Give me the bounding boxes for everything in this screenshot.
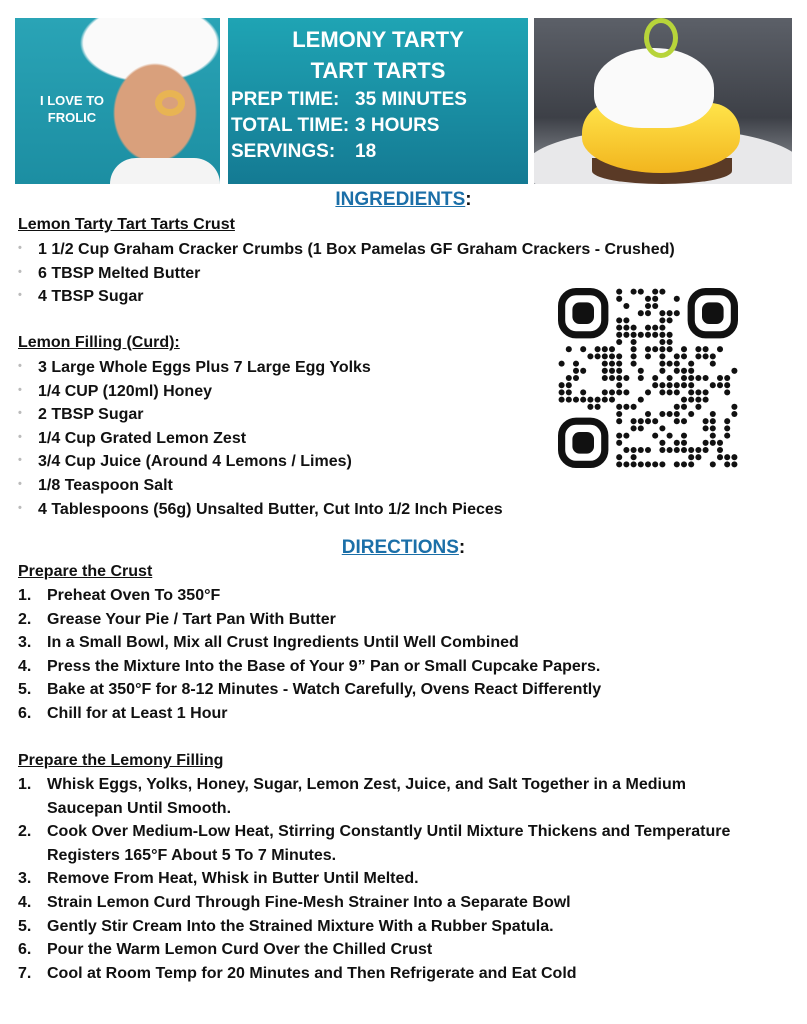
qr-module xyxy=(652,433,658,439)
recipe-title-line2: TART TARTS xyxy=(310,58,446,83)
qr-module xyxy=(631,361,637,367)
list-item: • 3 Large Whole Eggs Plus 7 Large Egg Yolks xyxy=(18,359,371,377)
qr-module xyxy=(616,461,622,467)
directions-heading: DIRECTIONS: xyxy=(341,537,466,558)
list-item: • 1/4 Cup Grated Lemon Zest xyxy=(18,429,247,447)
qr-module xyxy=(674,418,680,424)
qr-module xyxy=(580,397,586,403)
qr-module xyxy=(681,440,687,446)
qr-module xyxy=(717,447,723,453)
qr-module xyxy=(616,353,622,359)
qr-module xyxy=(587,353,593,359)
qr-module xyxy=(667,389,673,395)
qr-module xyxy=(703,425,709,431)
qr-module xyxy=(616,433,622,439)
qr-module xyxy=(573,361,579,367)
qr-module xyxy=(631,353,637,359)
filling-steps-list xyxy=(18,773,758,985)
qr-module xyxy=(623,303,629,309)
qr-module xyxy=(566,346,572,352)
qr-module xyxy=(616,332,622,338)
list-item: 1. Whisk Eggs, Yolks, Honey, Sugar, Lemon Zest, Juice, and Salt Together in a Medium Saucepan Until Smooth. xyxy=(18,776,686,817)
qr-module xyxy=(688,447,694,453)
qr-module xyxy=(652,296,658,302)
chef-photo xyxy=(15,18,220,184)
list-item: 2. Cook Over Medium-Low Heat, Stirring Constantly Until Mixture Thickens and Temperature Registers 165°F About 5 To 7 Minutes. xyxy=(18,823,731,864)
list-item: • 4 Tablespoons (56g) Unsalted Butter, Cut Into 1/2 Inch Pieces xyxy=(18,500,503,518)
servings xyxy=(231,141,377,163)
qr-module xyxy=(674,440,680,446)
qr-module xyxy=(559,382,565,388)
list-item: 2. Grease Your Pie / Tart Pan With Butter xyxy=(18,610,336,628)
qr-module xyxy=(638,332,644,338)
prep-time-value: 35 MINUTES xyxy=(355,89,467,110)
qr-module xyxy=(616,454,622,460)
qr-module xyxy=(724,418,730,424)
qr-module xyxy=(616,368,622,374)
list-item: 6. Pour the Warm Lemon Curd Over the Chilled Crust xyxy=(18,941,433,959)
qr-module xyxy=(731,368,737,374)
qr-module xyxy=(631,418,637,424)
list-item: • 1/4 CUP (120ml) Honey xyxy=(18,382,212,400)
qr-module xyxy=(645,310,651,316)
qr-module xyxy=(710,440,716,446)
qr-module xyxy=(638,368,644,374)
qr-module xyxy=(688,389,694,395)
qr-module xyxy=(616,361,622,367)
filling-ingredients-title: Lemon Filling (Curd): xyxy=(18,334,180,351)
qr-module xyxy=(609,361,615,367)
qr-module xyxy=(566,389,572,395)
qr-module xyxy=(724,375,730,381)
qr-module xyxy=(652,418,658,424)
qr-module xyxy=(645,296,651,302)
qr-module xyxy=(667,447,673,453)
qr-module xyxy=(731,461,737,467)
qr-module xyxy=(724,433,730,439)
qr-module xyxy=(688,375,694,381)
qr-module xyxy=(688,461,694,467)
qr-module xyxy=(674,353,680,359)
qr-module xyxy=(681,447,687,453)
qr-module xyxy=(645,325,651,331)
qr-module xyxy=(674,411,680,417)
qr-module xyxy=(688,397,694,403)
qr-module xyxy=(659,382,665,388)
qr-module xyxy=(674,310,680,316)
qr-module xyxy=(616,325,622,331)
qr-module xyxy=(674,361,680,367)
qr-module xyxy=(580,389,586,395)
qr-module xyxy=(659,339,665,345)
qr-module xyxy=(717,375,723,381)
qr-module xyxy=(710,418,716,424)
qr-module xyxy=(688,382,694,388)
qr-module xyxy=(659,440,665,446)
list-item: 4. Strain Lemon Curd Through Fine-Mesh Strainer Into a Separate Bowl xyxy=(18,893,571,911)
qr-module xyxy=(667,375,673,381)
qr-module xyxy=(681,375,687,381)
qr-module xyxy=(688,368,694,374)
qr-module xyxy=(659,332,665,338)
qr-module xyxy=(623,389,629,395)
list-item: 3. In a Small Bowl, Mix all Crust Ingredients Until Well Combined xyxy=(18,634,519,652)
qr-module xyxy=(681,346,687,352)
qr-module xyxy=(659,425,665,431)
qr-module xyxy=(616,389,622,395)
qr-module xyxy=(631,289,637,295)
qr-module xyxy=(566,382,572,388)
servings-label: SERVINGS: xyxy=(231,141,336,162)
qr-module xyxy=(674,461,680,467)
qr-module xyxy=(695,389,701,395)
list-item: • 2 TBSP Sugar xyxy=(18,406,144,424)
qr-module xyxy=(703,389,709,395)
qr-module xyxy=(580,368,586,374)
qr-module xyxy=(703,346,709,352)
qr-module xyxy=(645,461,651,467)
qr-module xyxy=(695,375,701,381)
qr-module xyxy=(638,289,644,295)
qr-module xyxy=(667,332,673,338)
qr-module xyxy=(609,346,615,352)
qr-module xyxy=(631,332,637,338)
qr-module xyxy=(724,454,730,460)
qr-module xyxy=(652,346,658,352)
qr-module xyxy=(703,375,709,381)
qr-module xyxy=(710,461,716,467)
qr-module xyxy=(609,397,615,403)
qr-module xyxy=(573,375,579,381)
qr-module xyxy=(681,404,687,410)
qr-module xyxy=(638,397,644,403)
qr-module xyxy=(659,389,665,395)
qr-module xyxy=(616,382,622,388)
qr-module xyxy=(695,397,701,403)
directions-heading-text: DIRECTIONS xyxy=(341,537,459,558)
qr-module xyxy=(566,397,572,403)
qr-module xyxy=(659,461,665,467)
qr-module xyxy=(616,418,622,424)
qr-module xyxy=(710,353,716,359)
qr-module xyxy=(580,346,586,352)
qr-module xyxy=(645,353,651,359)
photo-caption: I LOVE TO FROLIC xyxy=(39,93,105,125)
qr-module xyxy=(710,433,716,439)
qr-module xyxy=(609,368,615,374)
qr-module xyxy=(573,368,579,374)
qr-module xyxy=(688,361,694,367)
qr-module xyxy=(703,447,709,453)
lime-slice xyxy=(644,18,678,58)
qr-module xyxy=(659,361,665,367)
qr-module xyxy=(731,404,737,410)
qr-module xyxy=(595,353,601,359)
filling-directions-title: Prepare the Lemony Filling xyxy=(18,752,224,769)
qr-module xyxy=(631,404,637,410)
qr-module xyxy=(731,454,737,460)
qr-module xyxy=(724,461,730,467)
filling-ingredients-list xyxy=(18,356,503,521)
qr-module xyxy=(659,325,665,331)
qr-module xyxy=(717,454,723,460)
qr-module xyxy=(681,368,687,374)
qr-module xyxy=(645,303,651,309)
qr-module xyxy=(681,353,687,359)
chef-shirt xyxy=(110,158,220,184)
qr-module xyxy=(659,289,665,295)
qr-module xyxy=(659,447,665,453)
qr-module xyxy=(695,454,701,460)
total-time xyxy=(231,115,440,137)
qr-module xyxy=(710,411,716,417)
qr-module xyxy=(724,425,730,431)
qr-module xyxy=(717,382,723,388)
qr-module xyxy=(631,339,637,345)
list-item: • 3/4 Cup Juice (Around 4 Lemons / Limes) xyxy=(18,453,352,471)
ingredients-heading-text: INGREDIENTS xyxy=(335,189,466,210)
qr-module xyxy=(623,433,629,439)
qr-module xyxy=(638,418,644,424)
whipped-cream xyxy=(594,48,714,128)
list-item: 3. Remove From Heat, Whisk in Butter Until Melted. xyxy=(18,870,419,888)
qr-module xyxy=(616,404,622,410)
crust-directions-title: Prepare the Crust xyxy=(18,563,153,580)
qr-module xyxy=(595,404,601,410)
qr-module xyxy=(616,339,622,345)
qr-module xyxy=(623,325,629,331)
list-item: • 1 1/2 Cup Graham Cracker Crumbs (1 Box Pamelas GF Graham Crackers - Crushed) xyxy=(18,241,675,259)
qr-module xyxy=(616,296,622,302)
prep-time xyxy=(231,89,467,111)
qr-module xyxy=(659,317,665,323)
qr-module xyxy=(638,461,644,467)
qr-module xyxy=(595,397,601,403)
qr-module xyxy=(667,411,673,417)
qr-module xyxy=(667,361,673,367)
qr-module xyxy=(710,361,716,367)
list-item: 1. Preheat Oven To 350°F xyxy=(18,587,221,604)
qr-module xyxy=(695,447,701,453)
qr-module xyxy=(667,310,673,316)
qr-module xyxy=(703,440,709,446)
qr-module xyxy=(645,411,651,417)
qr-module xyxy=(703,418,709,424)
qr-module xyxy=(674,389,680,395)
qr-module xyxy=(724,389,730,395)
qr-module xyxy=(631,346,637,352)
qr-module xyxy=(631,454,637,460)
qr-module xyxy=(667,382,673,388)
qr-finder-inner xyxy=(572,302,594,324)
qr-module xyxy=(688,411,694,417)
qr-module xyxy=(703,353,709,359)
qr-module xyxy=(645,418,651,424)
tart-photo xyxy=(534,18,792,184)
qr-module xyxy=(559,389,565,395)
qr-module xyxy=(602,375,608,381)
qr-module xyxy=(659,411,665,417)
qr-module xyxy=(609,389,615,395)
qr-module xyxy=(681,418,687,424)
qr-module xyxy=(616,440,622,446)
title-banner xyxy=(228,18,528,184)
qr-module xyxy=(667,433,673,439)
qr-module xyxy=(587,397,593,403)
qr-module xyxy=(602,353,608,359)
list-item: 6. Chill for at Least 1 Hour xyxy=(18,704,228,722)
qr-module xyxy=(710,382,716,388)
qr-module xyxy=(623,461,629,467)
qr-module xyxy=(667,317,673,323)
qr-module xyxy=(623,375,629,381)
qr-module xyxy=(652,375,658,381)
list-item: 4. Press the Mixture Into the Base of Your 9” Pan or Small Cupcake Papers. xyxy=(18,657,601,675)
qr-module xyxy=(681,397,687,403)
qr-module xyxy=(710,425,716,431)
qr-module xyxy=(616,411,622,417)
total-time-label: TOTAL TIME: xyxy=(231,115,350,136)
qr-module xyxy=(659,310,665,316)
qr-module xyxy=(652,382,658,388)
qr-module xyxy=(616,375,622,381)
qr-module xyxy=(602,389,608,395)
qr-module xyxy=(667,346,673,352)
qr-module xyxy=(659,353,665,359)
qr-module xyxy=(566,375,572,381)
qr-module xyxy=(638,375,644,381)
qr-module xyxy=(631,425,637,431)
qr-finder-inner xyxy=(702,302,724,324)
qr-module xyxy=(652,332,658,338)
pasta-ring xyxy=(155,90,185,116)
ingredients-heading: INGREDIENTS: xyxy=(335,189,472,210)
qr-module xyxy=(674,447,680,453)
crust-ingredients-title: Lemon Tarty Tart Tarts Crust xyxy=(18,216,235,233)
qr-module xyxy=(674,404,680,410)
qr-module xyxy=(623,332,629,338)
qr-module xyxy=(623,317,629,323)
qr-module xyxy=(652,461,658,467)
qr-module xyxy=(602,346,608,352)
qr-module xyxy=(631,325,637,331)
qr-module xyxy=(652,303,658,309)
qr-module xyxy=(623,404,629,410)
qr-module xyxy=(616,289,622,295)
qr-module xyxy=(631,461,637,467)
qr-module xyxy=(559,361,565,367)
qr-module xyxy=(602,361,608,367)
qr-module xyxy=(652,325,658,331)
qr-module xyxy=(674,296,680,302)
qr-module xyxy=(724,382,730,388)
qr-module xyxy=(602,397,608,403)
qr-module xyxy=(638,447,644,453)
qr-module xyxy=(559,397,565,403)
qr-module xyxy=(645,447,651,453)
qr-module xyxy=(595,346,601,352)
qr-module xyxy=(695,404,701,410)
recipe-title-line1: LEMONY TARTY xyxy=(292,27,464,52)
qr-module xyxy=(717,440,723,446)
qr-module xyxy=(616,317,622,323)
total-time-value: 3 HOURS xyxy=(355,115,440,136)
list-item: 7. Cool at Room Temp for 20 Minutes and Then Refrigerate and Eat Cold xyxy=(18,964,577,982)
qr-module xyxy=(659,368,665,374)
prep-time-label: PREP TIME: xyxy=(231,89,340,110)
list-item: • 6 TBSP Melted Butter xyxy=(18,264,201,282)
qr-finder-inner xyxy=(572,432,594,454)
qr-module xyxy=(638,310,644,316)
crust-steps-list xyxy=(18,584,601,726)
qr-module xyxy=(609,353,615,359)
qr-module xyxy=(695,353,701,359)
qr-module xyxy=(609,375,615,381)
qr-module xyxy=(681,461,687,467)
qr-module xyxy=(602,368,608,374)
qr-module xyxy=(573,397,579,403)
qr-module xyxy=(688,454,694,460)
qr-module xyxy=(623,447,629,453)
qr-module xyxy=(645,389,651,395)
servings-value: 18 xyxy=(355,141,377,162)
qr-module xyxy=(703,397,709,403)
qr-module xyxy=(695,346,701,352)
qr-module xyxy=(645,332,651,338)
qr-module xyxy=(638,425,644,431)
list-item: • 1/8 Teaspoon Salt xyxy=(18,477,173,494)
qr-module xyxy=(659,346,665,352)
list-item: • 4 TBSP Sugar xyxy=(18,288,144,306)
qr-module xyxy=(674,368,680,374)
qr-module xyxy=(674,382,680,388)
qr-module xyxy=(667,339,673,345)
qr-module xyxy=(645,346,651,352)
list-item: 5. Gently Stir Cream Into the Strained Mixture With a Rubber Spatula. xyxy=(18,917,554,935)
qr-module xyxy=(681,433,687,439)
qr-module xyxy=(587,404,593,410)
qr-module xyxy=(717,346,723,352)
qr-module xyxy=(652,289,658,295)
qr-code-icon[interactable] xyxy=(558,288,738,468)
list-item: 5. Bake at 350°F for 8-12 Minutes - Watch Carefully, Ovens React Differently xyxy=(18,681,602,699)
qr-module xyxy=(681,382,687,388)
qr-module xyxy=(731,411,737,417)
qr-module xyxy=(631,447,637,453)
